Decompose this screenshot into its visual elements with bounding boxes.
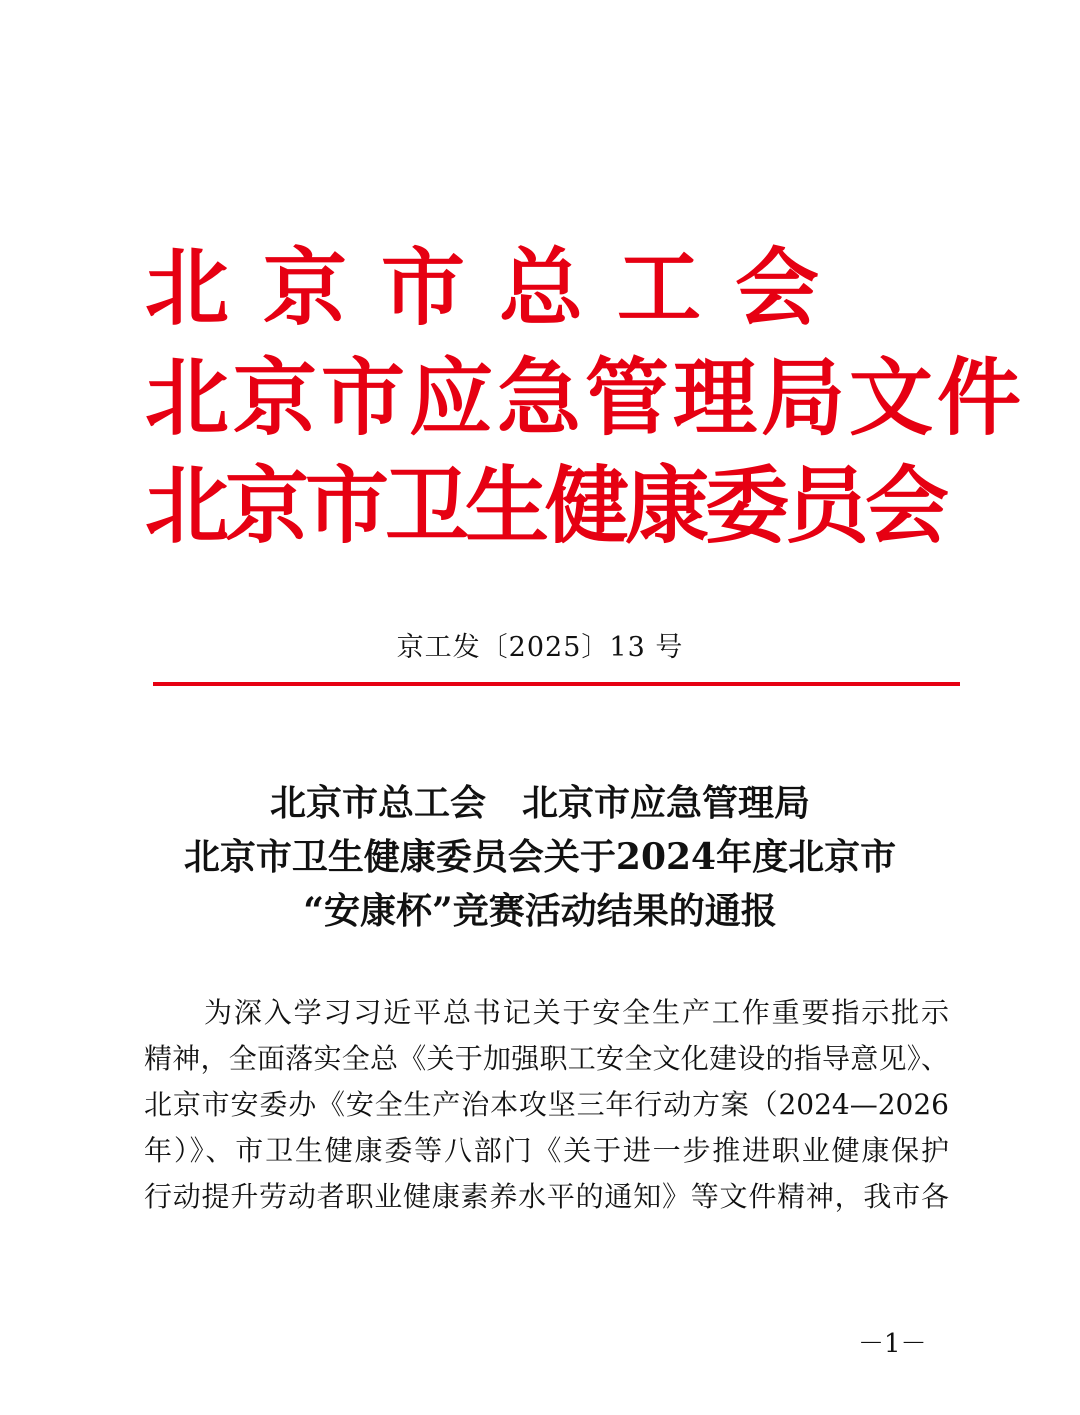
body-line: 年）》、市卫生健康委等八部门《关于进一步推进职业健康保护 bbox=[144, 1134, 949, 1167]
issuer-line-2: 北京市应急管理局文件 bbox=[145, 348, 1026, 447]
page-number: －1－ bbox=[858, 1329, 927, 1359]
issuer-line-3: 北京市卫生健康委员会 bbox=[145, 456, 946, 555]
red-divider bbox=[153, 682, 960, 686]
document-title bbox=[100, 776, 980, 938]
title-line: 北京市卫生健康委员会关于2024年度北京市 bbox=[183, 836, 897, 878]
title-line: 北京市总工会 北京市应急管理局 bbox=[269, 782, 810, 824]
issuer-line-1: 北京市总工会 bbox=[145, 238, 854, 337]
document-number: 京工发〔2025〕13 号 bbox=[396, 632, 684, 663]
body-paragraph bbox=[144, 990, 949, 1220]
body-line: 精神，全面落实全总《关于加强职工安全文化建设的指导意见》、 bbox=[144, 1042, 949, 1075]
body-line: 为深入学习习近平总书记关于安全生产工作重要指示批示 bbox=[204, 996, 949, 1029]
title-line: “安康杯”竞赛活动结果的通报 bbox=[303, 890, 777, 932]
body-line: 北京市安委办《安全生产治本攻坚三年行动方案（2024—2026 bbox=[144, 1088, 949, 1121]
body-line: 行动提升劳动者职业健康素养水平的通知》等文件精神，我市各 bbox=[144, 1180, 949, 1213]
